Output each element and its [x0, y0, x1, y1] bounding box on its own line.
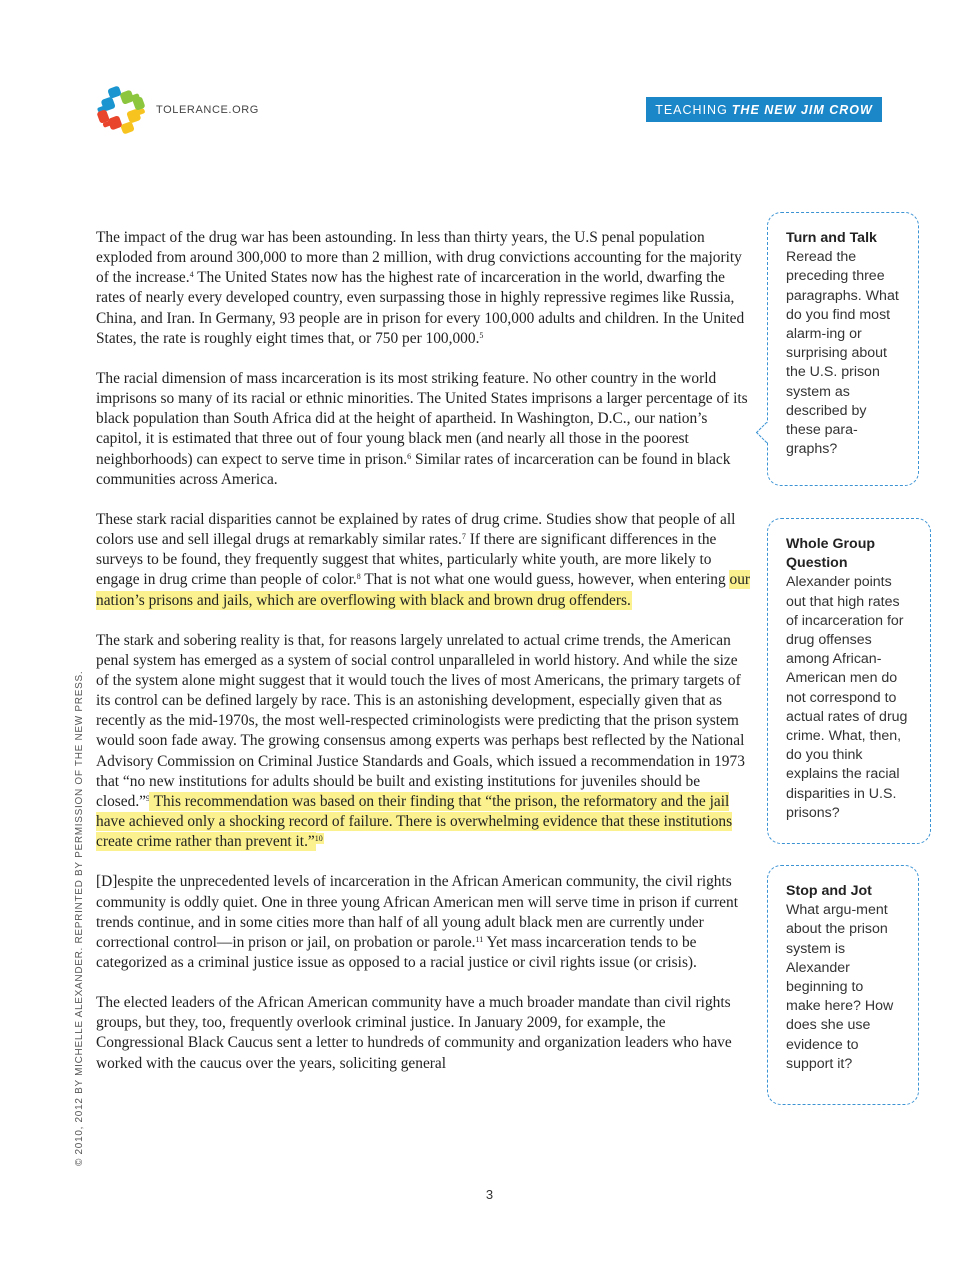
- footnote-ref: 8: [356, 572, 361, 582]
- footnote-ref: 10: [314, 834, 323, 844]
- sidebar-whole-group-question: [767, 518, 931, 844]
- sidebar-title: Whole Group Question: [786, 536, 876, 572]
- banner-title: THE NEW JIM CROW: [731, 102, 873, 117]
- paragraph-2: [96, 369, 751, 490]
- footnote-ref: 11: [475, 934, 484, 944]
- sidebar-title: Stop and Jot: [786, 883, 872, 899]
- p3-text-c: That is not what one would guess, however, when entering: [360, 571, 730, 589]
- paragraph-5: [96, 872, 751, 973]
- paragraph-4: [96, 631, 751, 853]
- p5-text-b: Yet mass incarceration tends to be categorized as a criminal justice issue as opposed to a racial justice or civil rights issue (or crisis).: [96, 933, 697, 971]
- p6-text-a: The elected leaders of the African American community have a much broader mandate than civil rights groups, but they, too, frequently overlook criminal justice. In January 2009, for example, the Congressional Black Caucus sent a letter to hundreds of community and organization leaders who have worked with the caucus over the years, soliciting general: [96, 994, 732, 1072]
- sidebar-text: Alexander points out that high rates of incarceration for drug offenses among African-American men do not correspond to actual rates of drug crime. What, then, do you think explains the racial disparities in U.S. prisons?: [786, 574, 908, 821]
- sidebar-title: Turn and Talk: [786, 230, 877, 246]
- p2-text-a: The racial dimension of mass incarceration is its most striking feature. No other country in the world imprisons so many of its racial or ethnic minorities. The United States imprisons a larger percentage of its black population than South Africa did at the height of apartheid. In Washington, D.C., our nation’s capitol, it is estimated that three out of four young black men (and nearly all those in the poorest neighborhoods) can expect to serve time in prison.: [96, 369, 748, 468]
- sidebar-text: What argu-ment about the prison system is Alexander beginning to make here? How does she use evidence to support it?: [786, 902, 894, 1072]
- paragraph-6: [96, 993, 751, 1074]
- page-number: 3: [485, 1187, 494, 1202]
- paragraph-1: [96, 228, 751, 349]
- footnote-ref: 6: [407, 451, 412, 461]
- sidebar-stop-and-jot: [767, 865, 919, 1105]
- sidebar-turn-and-talk: [767, 212, 919, 486]
- p5-text-a: [D]espite the unprecedented levels of incarceration in the African American community, the civil rights community is oddly quiet. One in three young African American men will serve time in prison if current trends continue, and in some cities more than half of all young adult black men are currently under correctional control—in prison or jail, on probation or parole.: [96, 873, 738, 951]
- p1-text-b: The United States now has the highest rate of incarceration in the world, dwarfing the rates of nearly every developed country, even surpassing those in highly repressive regimes like Russia, China, and Iran. In Germany, 93 people are in prison for every 100,000 adults and children. In the United States, the rate is roughly eight times that, or 750 per 100,000.: [96, 269, 745, 347]
- highlighted-text: This recommendation was based on their finding that “the prison, the reformatory and the jail have achieved only a shocking record of failure. There is overwhelming evidence that these institutions create crime rather than prevent it.”: [96, 792, 733, 851]
- article-body: [96, 228, 751, 1094]
- footnote-ref: 7: [461, 532, 466, 542]
- tolerance-logo[interactable]: [92, 82, 259, 138]
- highlighted-text: our nation’s prisons and jails, which are overflowing with black and brown drug offenders.: [96, 571, 751, 609]
- p2-text-b: Similar rates of incarceration can be found in black communities across America.: [96, 450, 731, 488]
- logo-text: TOLERANCE.ORG: [156, 104, 259, 116]
- footnote-ref: 4: [189, 270, 194, 280]
- hands-logo-icon: [92, 82, 150, 138]
- sidebar-text: Reread the preceding three paragraphs. What do you find most alarm-ing or surprising about the U.S. prison system as described by these para-graphs?: [786, 249, 899, 458]
- footnote-ref: 5: [479, 330, 484, 340]
- p3-text-b: If there are significant differences in the surveys to be found, they frequently suggest that whites, particularly white youth, are more likely to engage in drug crime than people of color.: [96, 531, 717, 589]
- p4-text-a: The stark and sobering reality is that, for reasons largely unrelated to actual crime trends, the American penal system has emerged as a system of social control unparalleled in world history. And while the size of the system alone might suggest that it would touch the lives of most Americans, the primary targets of its control can be defined largely by race. This is an astonishing development, especially given that as recently as the mid-1970s, the most well-respected criminologists were predicting that the prison system would soon fade away. The growing consensus among experts was perhaps best reflected by the National Advisory Commission on Criminal Justice Standards and Goals, which issued a recommendation in 1973 that “no new institutions for adults should be built and existing institutions for juveniles should be closed.”: [96, 631, 745, 810]
- p3-text-a: These stark racial disparities cannot be explained by rates of drug crime. Studies show that people of all colors use and sell illegal drugs at remarkably similar rates.: [96, 510, 736, 549]
- callout-pointer: [756, 422, 777, 443]
- paragraph-3: [96, 510, 751, 611]
- banner-prefix: TEACHING: [655, 102, 728, 117]
- p1-text-a: The impact of the drug war has been astounding. In less than thirty years, the U.S penal population exploded from around 300,000 to more than 2 million, with drug convictions accounting for the majority of the increase.: [96, 229, 742, 287]
- copyright-notice: © 2010, 2012 BY MICHELLE ALEXANDER. REPRINTED BY PERMISSION OF THE NEW PRESS.: [74, 670, 85, 1166]
- footnote-ref: 9: [146, 793, 150, 803]
- section-banner: [646, 97, 882, 122]
